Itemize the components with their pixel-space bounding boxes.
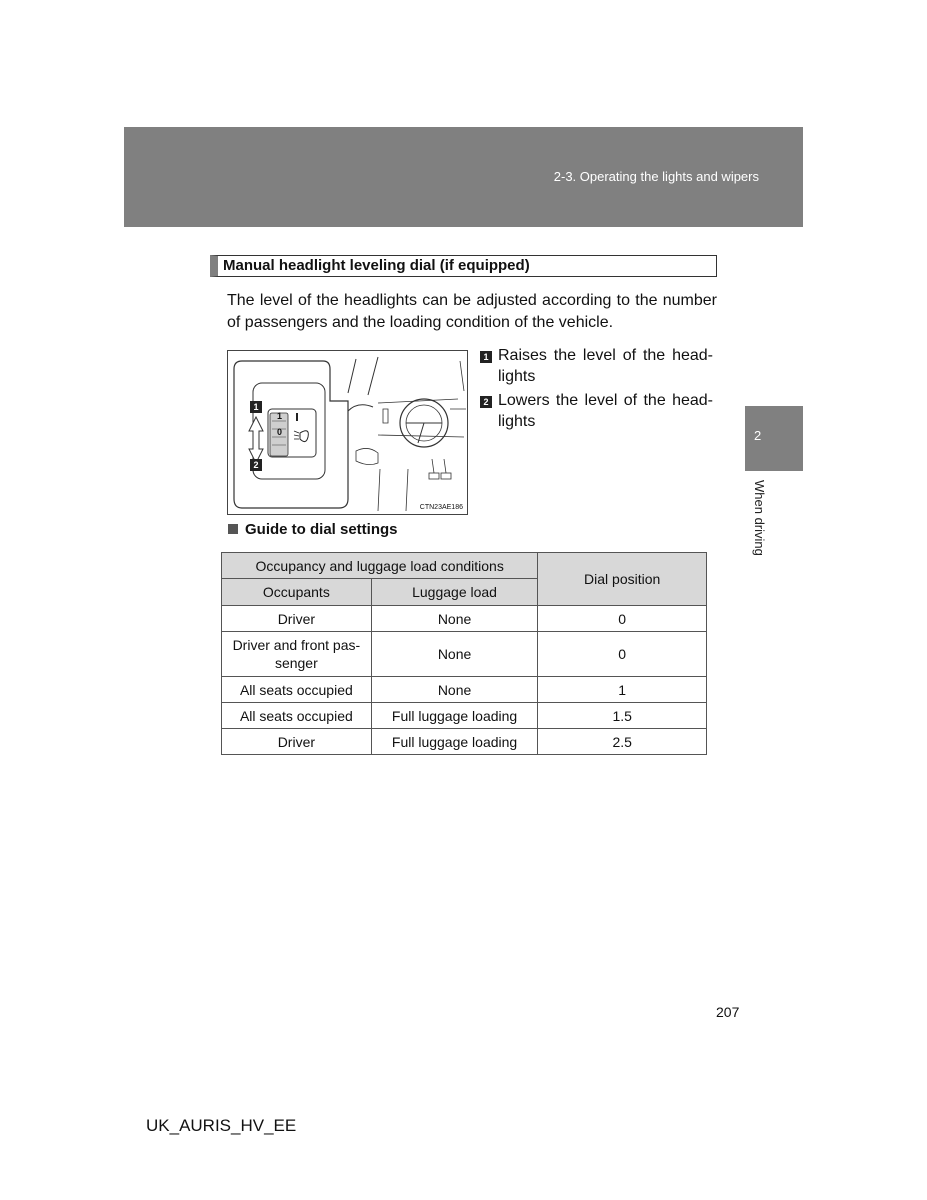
callout-text: Lowers the level of the head-lights <box>498 392 713 430</box>
chapter-header-band <box>124 127 803 227</box>
luggage-cell: None <box>371 677 538 703</box>
document-code: UK_AURIS_HV_EE <box>146 1116 297 1135</box>
dashboard-drawing <box>228 351 469 516</box>
callout-badge-1: 1 <box>480 351 492 363</box>
occupants-cell: Driver <box>222 729 372 755</box>
dial-cell: 0 <box>538 606 707 632</box>
dial-settings-table <box>221 552 707 755</box>
table-row <box>222 677 707 703</box>
callout-badge-2: 2 <box>480 396 492 408</box>
section-heading: Manual headlight leveling dial (if equipped) <box>223 257 530 274</box>
dial-cell: 0 <box>538 632 707 677</box>
guide-title: Guide to dial settings <box>245 521 398 538</box>
guide-heading <box>228 521 398 538</box>
callout-text: Raises the level of the head-lights <box>498 347 713 385</box>
occupants-cell: Driver and front pas-senger <box>222 632 372 677</box>
chapter-number: 2 <box>754 428 762 443</box>
col-header-luggage: Luggage load <box>371 579 538 606</box>
occupants-cell: Driver <box>222 606 372 632</box>
occupants-cell: All seats occupied <box>222 677 372 703</box>
page-number: 207 <box>716 1004 740 1020</box>
square-bullet-icon <box>228 524 238 534</box>
luggage-cell: Full luggage loading <box>371 729 538 755</box>
dial-mark-0: 0 <box>277 427 283 437</box>
table-row <box>222 729 707 755</box>
dial-mark-1: 1 <box>277 411 283 421</box>
callout-raise <box>480 345 713 387</box>
dial-cell: 2.5 <box>538 729 707 755</box>
col-header-dial: Dial position <box>538 553 707 606</box>
luggage-cell: None <box>371 632 538 677</box>
luggage-cell: None <box>371 606 538 632</box>
callout-list <box>480 345 713 435</box>
occupants-cell: All seats occupied <box>222 703 372 729</box>
figure-badge-1: 1 <box>250 401 262 413</box>
group-header: Occupancy and luggage load conditions <box>222 553 538 579</box>
dial-cell: 1.5 <box>538 703 707 729</box>
dial-cell: 1 <box>538 677 707 703</box>
chapter-side-label: When driving <box>752 480 767 556</box>
chapter-side-tab[interactable] <box>745 406 803 471</box>
table-row <box>222 703 707 729</box>
intro-paragraph: The level of the headlights can be adjusted according to the number of passengers and the loading condition of the vehicle. <box>227 292 717 331</box>
table-row <box>222 606 707 632</box>
chapter-title: 2-3. Operating the lights and wipers <box>553 169 759 184</box>
col-header-occupants: Occupants <box>222 579 372 606</box>
callout-lower <box>480 390 713 432</box>
table-row <box>222 632 707 677</box>
figure-code: CTN23AE186 <box>419 504 463 511</box>
figure-badge-2: 2 <box>250 459 262 471</box>
luggage-cell: Full luggage loading <box>371 703 538 729</box>
section-heading-box <box>210 255 717 277</box>
headlight-dial-illustration <box>227 350 468 515</box>
